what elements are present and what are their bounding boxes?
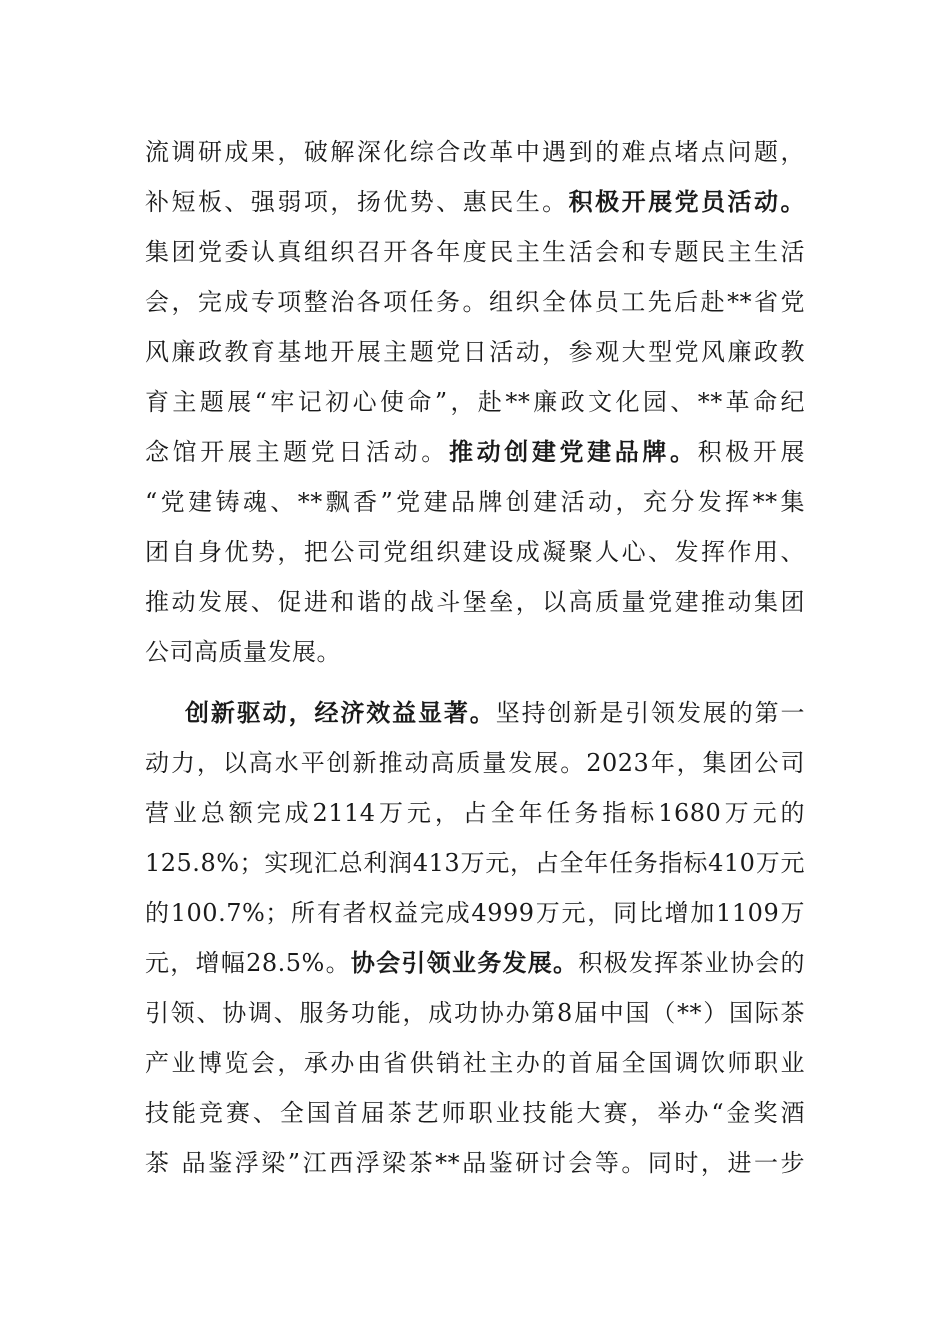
text-line <box>145 532 805 572</box>
text-run: 推动发展、促进和谐的战斗堡垒，以高质量党建推动集团 <box>145 588 805 616</box>
text-line <box>145 893 805 933</box>
text-run: “党建铸魂、**飘香”党建品牌创建活动，充分发挥**集 <box>145 488 805 516</box>
text-line <box>145 482 805 522</box>
text-line <box>145 743 805 783</box>
text-line <box>145 132 805 172</box>
bold-heading-run: 积极开展党员活动。 <box>568 187 806 216</box>
bold-heading-run: 协会引领业务发展。 <box>350 948 579 977</box>
text-run: 的100.7%；所有者权益完成4999万元，同比增加1109万 <box>145 899 805 927</box>
text-line <box>145 993 805 1033</box>
text-run: 元，增幅28.5%。 <box>145 949 351 977</box>
text-line <box>145 1043 805 1083</box>
text-run: 产业博览会，承办由省供销社主办的首届全国调饮师职业 <box>145 1049 805 1077</box>
text-run: 茶 品鉴浮梁”江西浮梁茶**品鉴研讨会等。同时，进一步 <box>145 1149 805 1177</box>
text-line <box>145 332 805 372</box>
text-line <box>145 232 805 272</box>
text-line <box>145 382 805 422</box>
text-line <box>145 1093 805 1133</box>
text-run: 积极开展 <box>697 438 806 466</box>
text-run: 坚持创新是引领发展的第一 <box>495 699 806 727</box>
text-run: 补短板、强弱项，扬优势、惠民生。 <box>145 188 569 216</box>
text-run: 积极发挥茶业协会的 <box>578 949 806 977</box>
text-line <box>145 432 805 472</box>
bold-heading-run: 推动创建党建品牌。 <box>448 437 698 466</box>
text-run: 流调研成果，破解深化综合改革中遇到的难点堵点问题， <box>145 138 805 166</box>
text-run: 公司高质量发展。 <box>145 638 341 666</box>
text-run: 团自身优势，把公司党组织建设成凝聚人心、发挥作用、 <box>145 538 805 566</box>
text-run: 会，完成专项整治各项任务。组织全体员工先后赴**省党 <box>145 288 805 316</box>
text-run: 引领、协调、服务功能，成功协办第8届中国（**）国际茶 <box>145 999 805 1027</box>
text-line <box>145 1143 805 1183</box>
text-run: 育主题展“牢记初心使命”，赴**廉政文化园、**革命纪 <box>145 388 805 416</box>
text-line <box>145 582 805 622</box>
text-run: 念馆开展主题党日活动。 <box>145 438 449 466</box>
text-run: 动力，以高水平创新推动高质量发展。2023年，集团公司 <box>145 749 805 777</box>
bold-heading-run: 创新驱动，经济效益显著。 <box>185 698 496 727</box>
text-line <box>145 282 805 322</box>
text-run: 125.8%；实现汇总利润413万元，占全年任务指标410万元 <box>145 849 805 877</box>
text-run: 风廉政教育基地开展主题党日活动，参观大型党风廉政教 <box>145 338 805 366</box>
text-run: 技能竞赛、全国首届茶艺师职业技能大赛，举办“金奖酒 <box>145 1099 805 1127</box>
paragraph-first-line <box>185 693 805 733</box>
text-run: 集团党委认真组织召开各年度民主生活会和专题民主生活 <box>145 238 805 266</box>
text-line <box>145 943 805 983</box>
text-run: 营业总额完成2114万元，占全年任务指标1680万元的 <box>145 799 805 827</box>
text-line <box>145 793 805 833</box>
text-line <box>145 843 805 883</box>
text-line <box>145 182 805 222</box>
text-line <box>145 632 805 672</box>
